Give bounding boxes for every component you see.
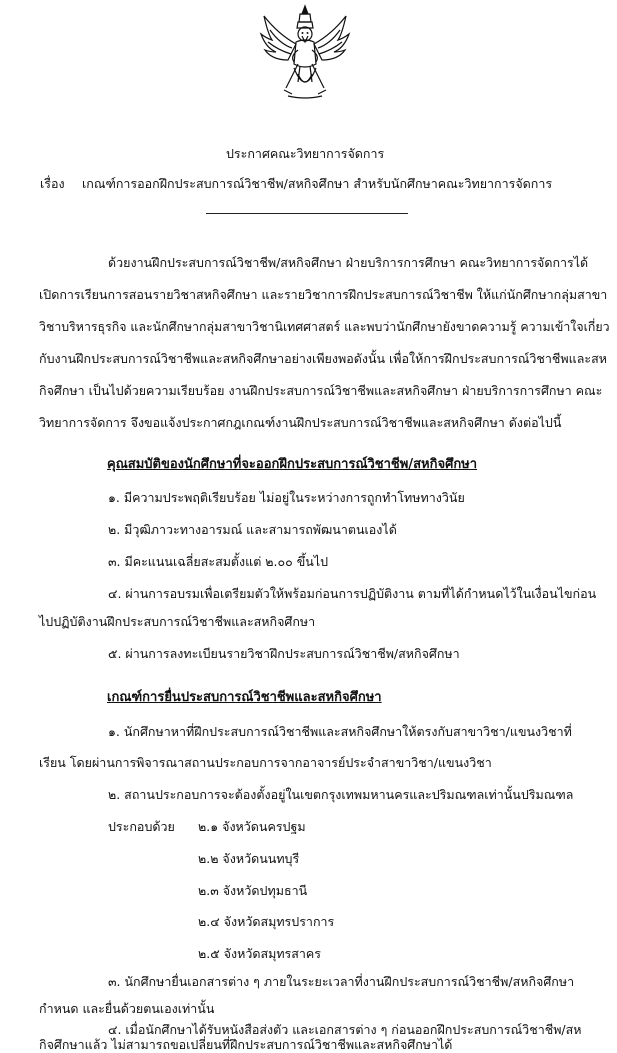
province-item: ๒.๓ จังหวัดปทุมธานี [198,883,308,898]
qualification-item: ๕. ผ่านการลงทะเบียนรายวิชาฝึกประสบการณ์วิชาชีพ/สหกิจศึกษา [108,646,460,661]
intro-line: กับงานฝึกประสบการณ์วิชาชีพและสหกิจศึกษาอย่างเพียงพอดังนั้น เพื่อให้การฝึกประสบการณ์วิชาชีพและสห [39,351,607,366]
criteria-item: ๒. สถานประกอบการจะต้องตั้งอยู่ในเขตกรุงเทพมหานครและปริมณฑลเท่านั้นปริมณฑล [108,787,574,802]
intro-line: เปิดการเรียนการสอนรายวิชาสหกิจศึกษา และรายวิชาการฝึกประสบการณ์วิชาชีพ ให้แก่นักศึกษากลุ่มสาขา [39,287,608,302]
garuda-emblem-icon [258,4,352,100]
intro-line: วิทยาการจัดการ จึงขอแจ้งประกาศกฎเกณฑ์งานฝึกประสบการณ์วิชาชีพและสหกิจศึกษา ดังต่อไปนี้ [39,415,562,430]
criteria-item: ๔. เมื่อนักศึกษาได้รับหนังสือส่งตัว และเอกสารต่าง ๆ ก่อนออกฝึกประสบการณ์วิชาชีพ/สห [108,1022,582,1037]
qualification-item-continued: ไปปฏิบัติงานฝึกประสบการณ์วิชาชีพและสหกิจศึกษา [39,614,316,629]
section-heading-qualifications: คุณสมบัติของนักศึกษาที่จะออกฝึกประสบการณ์วิชาชีพ/สหกิจศึกษา [107,457,478,472]
qualification-item: ๔. ผ่านการอบรมเพื่อเตรียมตัวให้พร้อมก่อนการปฏิบัติงาน ตามที่ได้กำหนดไว้ในเงื่อนไขก่อน [108,586,597,601]
criteria-item: ๓. นักศึกษายื่นเอกสารต่าง ๆ ภายในระยะเวลาที่งานฝึกประสบการณ์วิชาชีพ/สหกิจศึกษา [108,974,575,989]
qualification-item: ๓. มีคะแนนเฉลี่ยสะสมตั้งแต่ ๒.๐๐ ขึ้นไป [108,554,329,569]
criteria-item-continued: ประกอบด้วย [108,819,175,834]
subject-text: เกณฑ์การออกฝึกประสบการณ์วิชาชีพ/สหกิจศึกษา สำหรับนักศึกษาคณะวิทยาการจัดการ [82,176,553,191]
page-title: ประกาศคณะวิทยาการจัดการ [226,146,385,161]
intro-line: กิจศึกษา เป็นไปด้วยความเรียบร้อย งานฝึกประสบการณ์วิชาชีพและสหกิจศึกษา ฝ่ายบริการการศึกษา คณะ [39,383,603,398]
qualification-item: ๒. มีวุฒิภาวะทางอารมณ์ และสามารถพัฒนาตนเองได้ [108,522,397,537]
criteria-item-continued: กิจศึกษาแล้ว ไม่สามารถขอเปลี่ยนที่ฝึกประสบการณ์วิชาชีพและสหกิจศึกษาได้ [39,1037,453,1052]
title-divider [206,213,408,214]
province-item: ๒.๕ จังหวัดสมุทรสาคร [198,946,321,961]
province-item: ๒.๑ จังหวัดนครปฐม [198,819,306,834]
intro-line: วิชาบริหารธุรกิจ และนักศึกษากลุ่มสาขาวิชานิเทศศาสตร์ และพบว่านักศึกษายังขาดความรู้ ความเข้าใจเกี่ยว [39,319,610,334]
section-heading-criteria: เกณฑ์การยื่นประสบการณ์วิชาชีพและสหกิจศึกษา [107,690,382,705]
province-item: ๒.๒ จังหวัดนนทบุรี [198,851,300,866]
criteria-item: ๑. นักศึกษาหาที่ฝึกประสบการณ์วิชาชีพและสหกิจศึกษาให้ตรงกับสาขาวิชา/แขนงวิชาที่ [108,724,572,739]
qualification-item: ๑. มีความประพฤติเรียบร้อย ไม่อยู่ในระหว่างการถูกทำโทษทางวินัย [108,490,465,505]
intro-line: ด้วยงานฝึกประสบการณ์วิชาชีพ/สหกิจศึกษา ฝ่ายบริการการศึกษา คณะวิทยาการจัดการได้ [108,255,589,270]
province-item: ๒.๔ จังหวัดสมุทรปราการ [198,914,335,929]
subject-prefix: เรื่อง [40,176,65,191]
criteria-item-continued: เรียน โดยผ่านการพิจารณาสถานประกอบการจากอาจารย์ประจำสาขาวิชา/แขนงวิชา [39,755,492,770]
criteria-item-continued: กำหนด และยื่นด้วยตนเองเท่านั้น [39,1001,215,1016]
